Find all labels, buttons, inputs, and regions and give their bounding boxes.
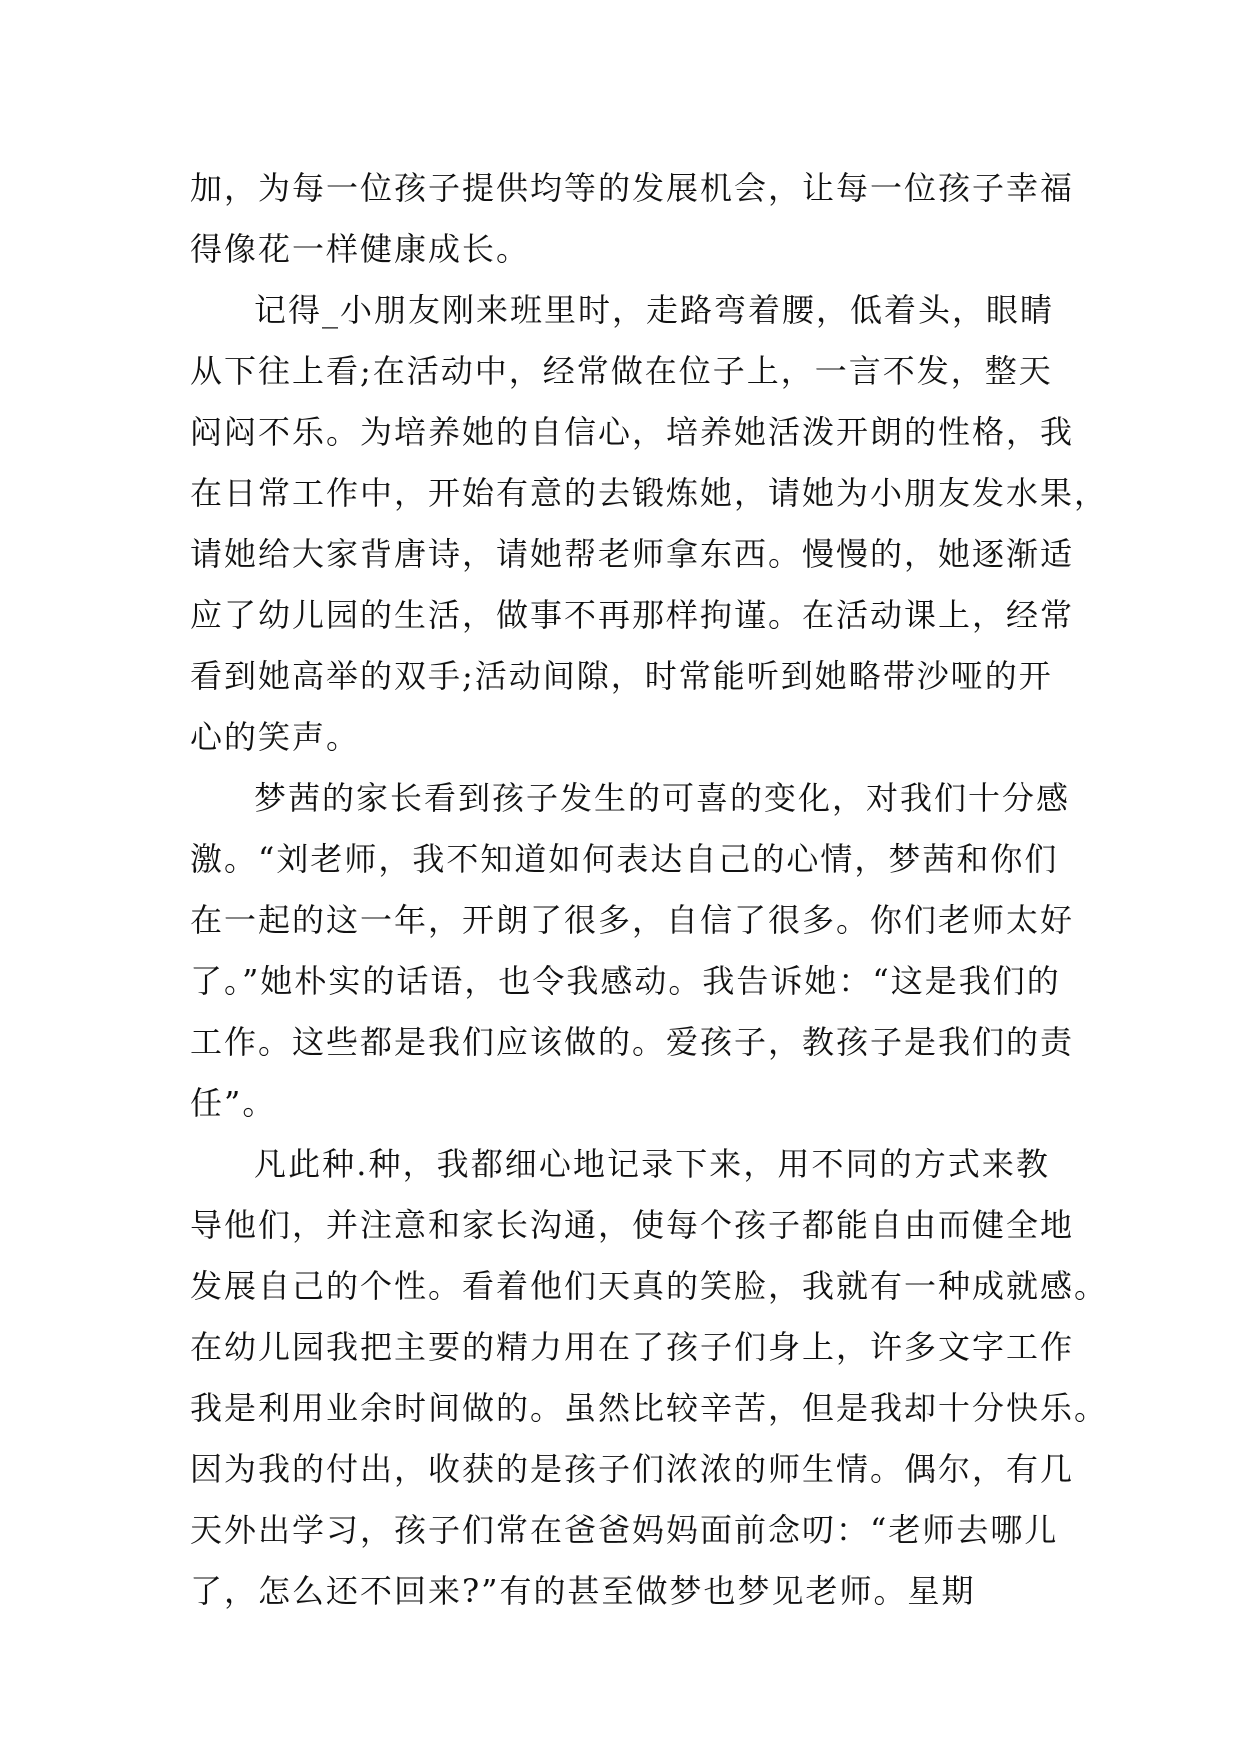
text-line: 闷闷不乐。为培养她的自信心，培养她活泼开朗的性格，我 xyxy=(190,413,1075,451)
text-line: 请她给大家背唐诗，请她帮老师拿东西。慢慢的，她逐渐适 xyxy=(190,535,1075,573)
paragraph-first-line: 梦茜的家长看到孩子发生的可喜的变化，对我们十分感 xyxy=(254,779,1071,817)
text-line: 激。“刘老师，我不知道如何表达自己的心情，梦茜和你们 xyxy=(190,840,1059,878)
text-line: 心的笑声。 xyxy=(190,718,361,756)
text-line: 了，怎么还不回来?”有的甚至做梦也梦见老师。星期 xyxy=(190,1572,976,1610)
text-line: 工作。这些都是我们应该做的。爱孩子，教孩子是我们的责 xyxy=(190,1023,1075,1061)
text-line: 从下往上看;在活动中，经常做在位子上，一言不发，整天 xyxy=(190,352,1053,390)
text-line: 在一起的这一年，开朗了很多，自信了很多。你们老师太好 xyxy=(190,901,1075,939)
text-line: 发展自己的个性。看着他们天真的笑脸，我就有一种成就感。 xyxy=(190,1267,1109,1305)
text-line: 加，为每一位孩子提供均等的发展机会，让每一位孩子幸福 xyxy=(190,169,1075,207)
text-line: 在幼儿园我把主要的精力用在了孩子们身上，许多文字工作 xyxy=(190,1328,1075,1366)
text-line: 任”。 xyxy=(190,1084,277,1122)
paragraph-first-line: 凡此种.种，我都细心地记录下来，用不同的方式来教 xyxy=(254,1145,1050,1183)
paragraph-first-line: 记得_小朋友刚来班里时，走路弯着腰，低着头，眼睛 xyxy=(254,291,1055,329)
text-line: 因为我的付出，收获的是孩子们浓浓的师生情。偶尔，有几 xyxy=(190,1450,1075,1488)
text-line: 了。”她朴实的话语，也令我感动。我告诉她：“这是我们的 xyxy=(190,962,1061,1000)
text-line: 在日常工作中，开始有意的去锻炼她，请她为小朋友发水果， xyxy=(190,474,1109,512)
text-line: 导他们，并注意和家长沟通，使每个孩子都能自由而健全地 xyxy=(190,1206,1075,1244)
text-line: 应了幼儿园的生活，做事不再那样拘谨。在活动课上，经常 xyxy=(190,596,1075,634)
body-text xyxy=(190,158,1109,1622)
text-line: 看到她高举的双手;活动间隙，时常能听到她略带沙哑的开 xyxy=(190,657,1053,695)
text-line: 得像花一样健康成长。 xyxy=(190,230,531,268)
text-line: 天外出学习，孩子们常在爸爸妈妈面前念叨：“老师去哪儿 xyxy=(190,1511,1059,1549)
text-line: 我是利用业余时间做的。虽然比较辛苦，但是我却十分快乐。 xyxy=(190,1389,1109,1427)
